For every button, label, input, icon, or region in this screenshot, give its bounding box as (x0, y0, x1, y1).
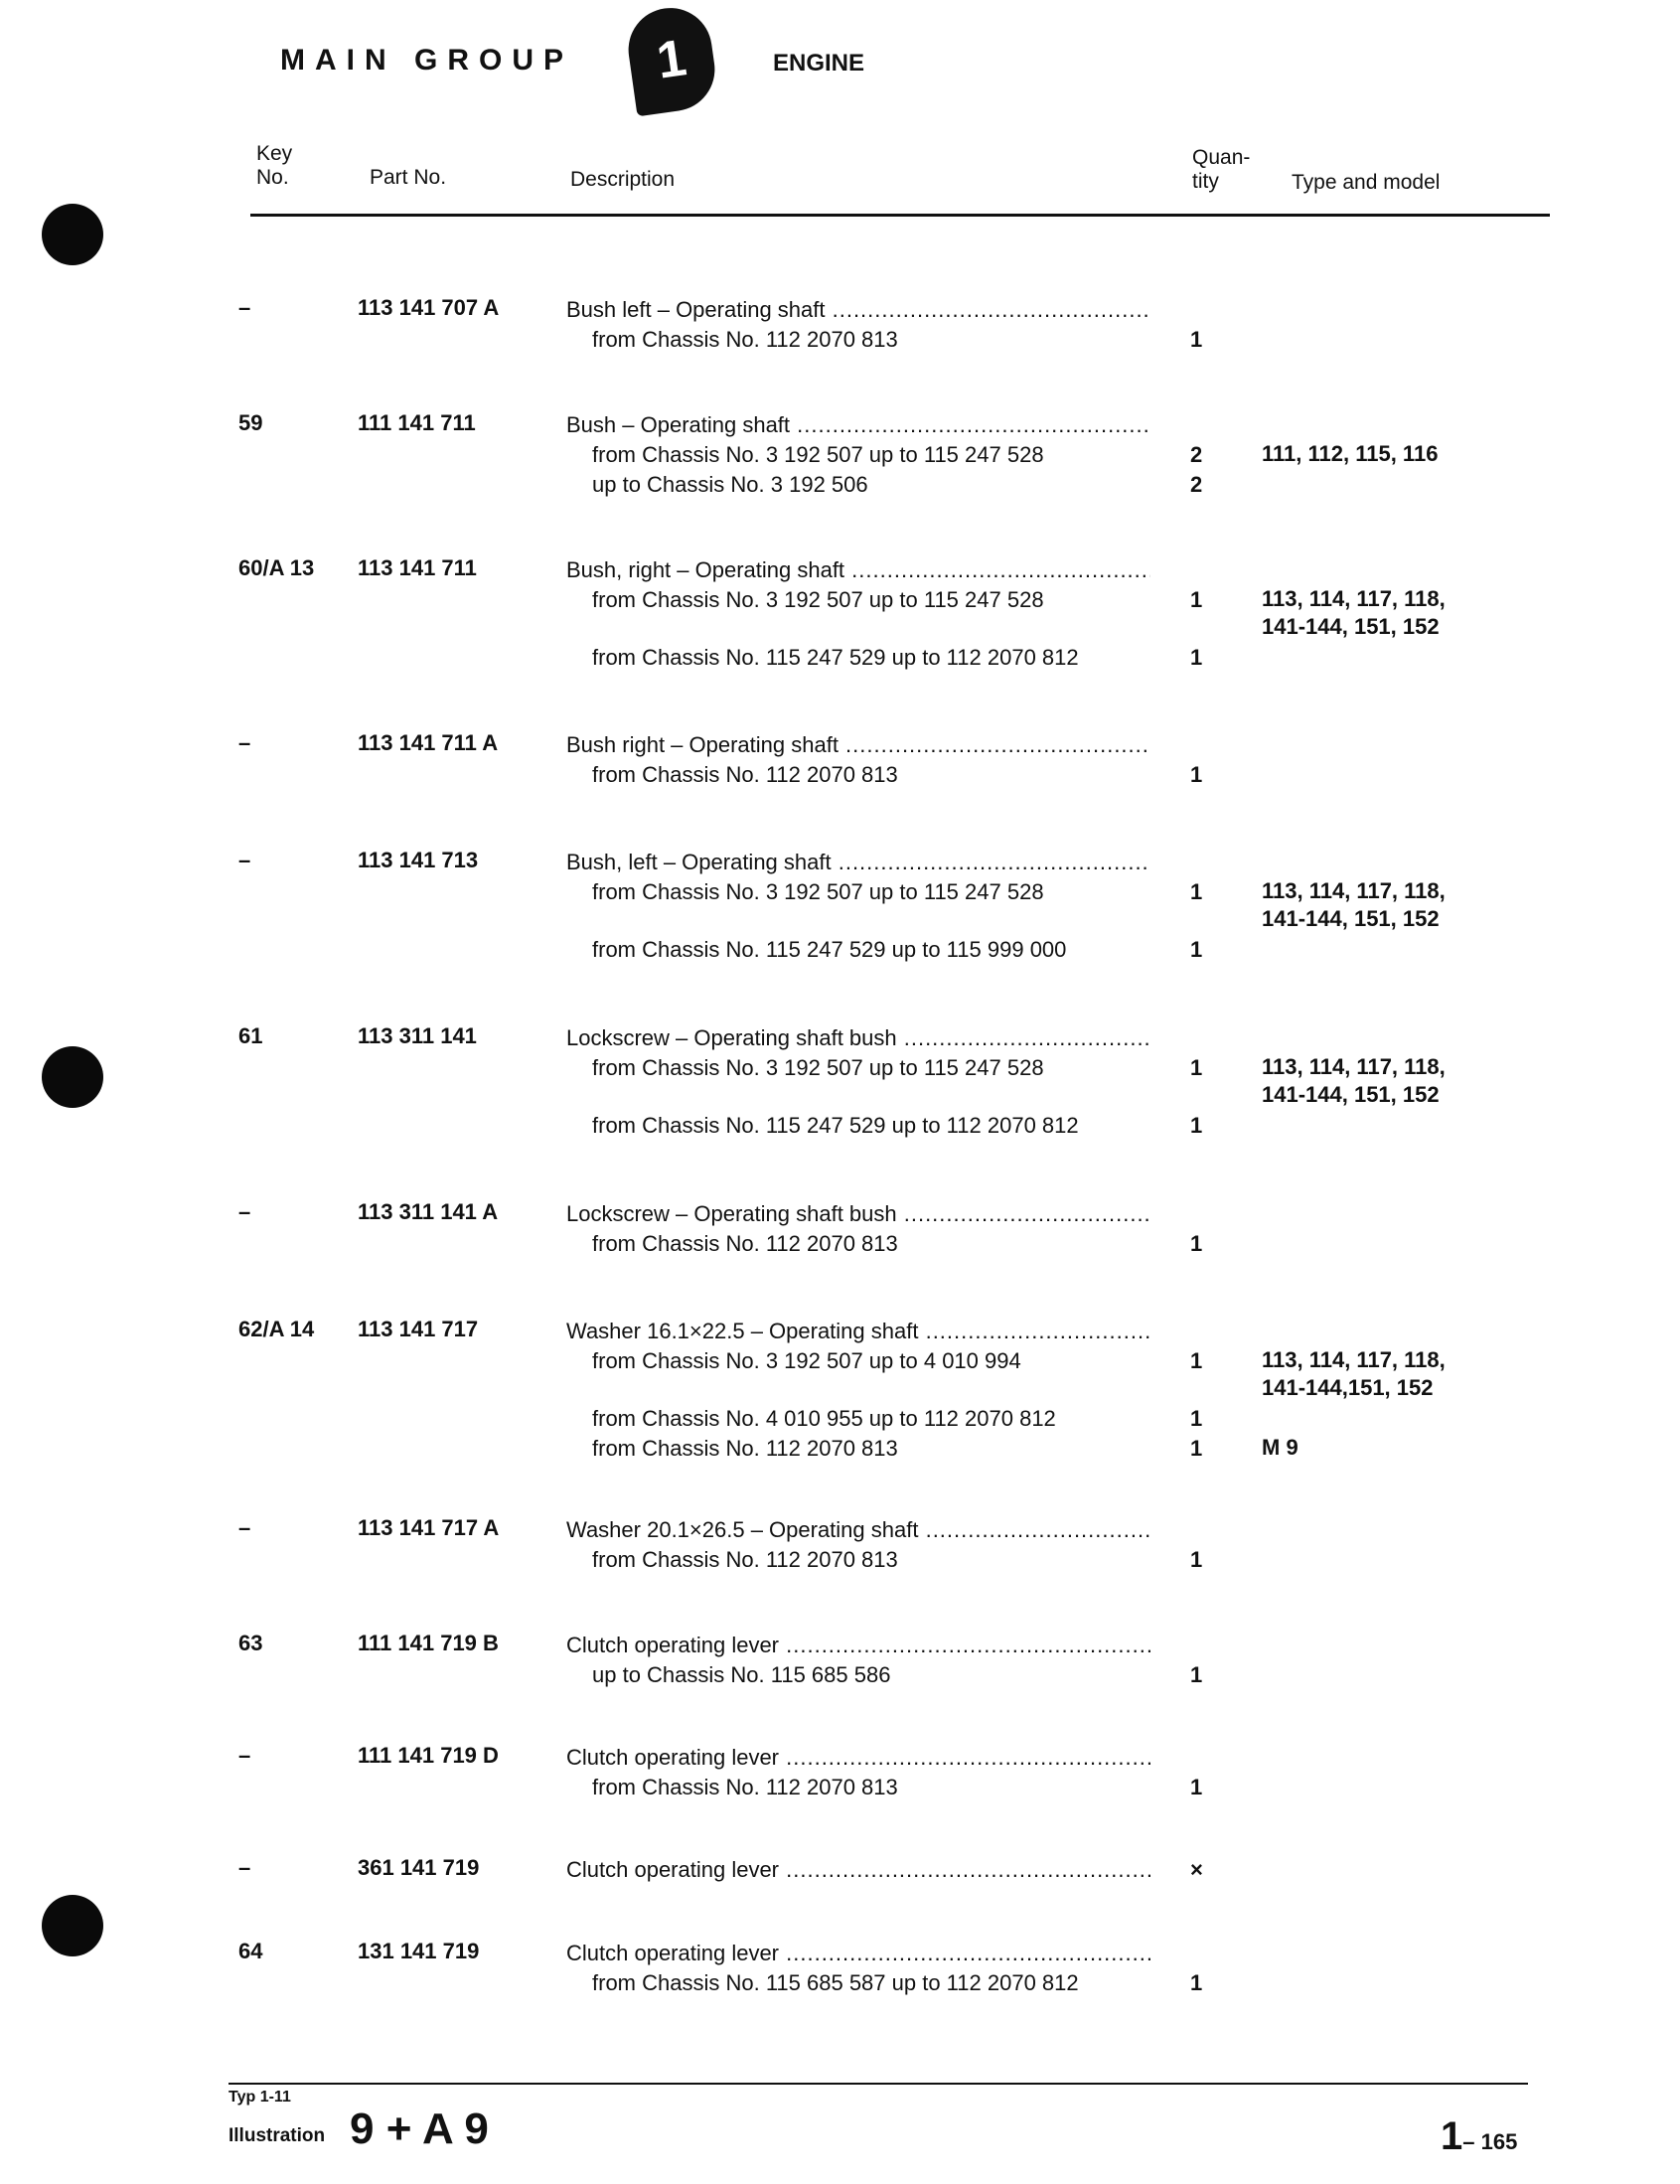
binder-hole-bottom (42, 1895, 103, 1956)
page-number-main: 1 (1441, 2114, 1463, 2158)
description-detail: from Chassis No. 112 2070 813 (592, 1547, 898, 1572)
description-title: Bush, left – Operating shaft ..... (566, 848, 1150, 877)
footer-rule (229, 2083, 1528, 2085)
key-number: – (238, 1743, 251, 1768)
key-number: 62/A 14 (238, 1317, 315, 1341)
type-model: 111, 112, 115, 116 (1262, 441, 1439, 466)
key-number: – (238, 1855, 251, 1880)
group-number: 1 (653, 29, 690, 90)
column-header-type-model: Type and model (1292, 171, 1441, 194)
description-title: Washer 16.1×22.5 – Operating shaft ..... (566, 1317, 1150, 1346)
page-number-sub: – 165 (1462, 2129, 1518, 2154)
description-title: Washer 20.1×26.5 – Operating shaft ..... (566, 1515, 1150, 1545)
page-number (1441, 2114, 1517, 2159)
part-number: 113 311 141 A (358, 1199, 499, 1224)
part-number: 111 141 719 D (358, 1743, 499, 1768)
quantity: 1 (1190, 1547, 1203, 1572)
part-number: 113 141 711 A (358, 730, 499, 755)
quantity: 1 (1190, 1231, 1203, 1256)
type-reference: Typ 1-11 (229, 2089, 291, 2106)
quantity: 1 (1190, 1406, 1203, 1431)
key-number: – (238, 1199, 251, 1224)
part-number: 361 141 719 (358, 1855, 480, 1880)
quantity: 2 (1190, 442, 1203, 467)
part-number: 131 141 719 (358, 1939, 480, 1963)
description-detail: from Chassis No. 115 247 529 up to 115 999 000 (592, 937, 1067, 962)
description-title: Clutch operating lever ..... (566, 1743, 1150, 1773)
key-number: 63 (238, 1631, 263, 1655)
part-number: 111 141 719 B (358, 1631, 499, 1655)
description-title: Bush – Operating shaft ..... (566, 410, 1150, 440)
type-model: 141-144, 151, 152 (1262, 614, 1440, 639)
description-detail: from Chassis No. 115 685 587 up to 112 2070 812 (592, 1970, 1079, 1995)
description-detail: from Chassis No. 3 192 507 up to 115 247 528 (592, 587, 1044, 612)
part-number: 113 141 717 A (358, 1515, 500, 1540)
quantity: 1 (1190, 879, 1203, 904)
key-number: – (238, 848, 251, 872)
description-detail: from Chassis No. 112 2070 813 (592, 327, 898, 352)
description-detail: from Chassis No. 4 010 955 up to 112 2070 812 (592, 1406, 1056, 1431)
type-model: 113, 114, 117, 118, (1262, 1347, 1446, 1372)
binder-hole-top (42, 204, 103, 265)
description-title: Clutch operating lever ..... (566, 1631, 1150, 1660)
part-number: 113 141 711 (358, 555, 477, 580)
quantity: 1 (1190, 1662, 1203, 1687)
description-title: Bush, right – Operating shaft ..... (566, 555, 1150, 585)
quantity: 1 (1190, 1113, 1203, 1138)
quantity: 1 (1190, 937, 1203, 962)
part-number: 113 141 707 A (358, 295, 500, 320)
quantity: 1 (1190, 1436, 1203, 1461)
description-detail: from Chassis No. 3 192 507 up to 4 010 994 (592, 1348, 1021, 1373)
column-header-part-no: Part No. (370, 166, 447, 189)
type-model: M 9 (1262, 1435, 1298, 1460)
description-title: Lockscrew – Operating shaft bush ..... (566, 1023, 1150, 1053)
description-detail: from Chassis No. 112 2070 813 (592, 1775, 898, 1799)
group-number-badge (623, 3, 720, 117)
type-model: 113, 114, 117, 118, (1262, 586, 1446, 611)
description-detail: from Chassis No. 3 192 507 up to 115 247 528 (592, 442, 1044, 467)
part-number: 113 141 713 (358, 848, 479, 872)
type-model: 141-144, 151, 152 (1262, 906, 1440, 931)
quantity: 1 (1190, 1055, 1203, 1080)
description-title: Bush right – Operating shaft ..... (566, 730, 1150, 760)
description-detail: up to Chassis No. 3 192 506 (592, 472, 868, 497)
quantity: 2 (1190, 472, 1203, 497)
type-model: 113, 114, 117, 118, (1262, 878, 1446, 903)
quantity: 1 (1190, 327, 1203, 352)
quantity: 1 (1190, 1775, 1203, 1799)
description-title: Bush left – Operating shaft ..... (566, 295, 1150, 325)
quantity: 1 (1190, 645, 1203, 670)
part-number: 113 141 717 (358, 1317, 479, 1341)
illustration-label: Illustration (229, 2125, 326, 2146)
quantity: × (1190, 1857, 1203, 1882)
description-detail: from Chassis No. 112 2070 813 (592, 762, 898, 787)
type-model: 141-144, 151, 152 (1262, 1082, 1440, 1107)
key-number: 64 (238, 1939, 263, 1963)
key-number: 59 (238, 410, 263, 435)
description-detail: from Chassis No. 112 2070 813 (592, 1231, 898, 1256)
column-header-key-no: Key No. (256, 142, 293, 189)
column-header-quantity: Quan- tity (1192, 146, 1251, 193)
description-detail: up to Chassis No. 115 685 586 (592, 1662, 891, 1687)
key-number: – (238, 295, 251, 320)
description-title: Clutch operating lever ..... (566, 1939, 1150, 1968)
description-detail: from Chassis No. 3 192 507 up to 115 247 528 (592, 879, 1044, 904)
type-model: 113, 114, 117, 118, (1262, 1054, 1446, 1079)
illustration-value: 9 + A 9 (350, 2105, 489, 2153)
binder-hole-middle (42, 1046, 103, 1108)
key-number: 60/A 13 (238, 555, 315, 580)
key-number: – (238, 730, 251, 755)
quantity: 1 (1190, 1348, 1203, 1373)
part-number: 113 311 141 (358, 1023, 477, 1048)
description-title: Clutch operating lever ..... (566, 1855, 1150, 1885)
description-detail: from Chassis No. 115 247 529 up to 112 2070 812 (592, 1113, 1079, 1138)
quantity: 1 (1190, 762, 1203, 787)
quantity: 1 (1190, 587, 1203, 612)
description-detail: from Chassis No. 115 247 529 up to 112 2070 812 (592, 645, 1079, 670)
type-model: 141-144,151, 152 (1262, 1375, 1434, 1400)
description-title: Lockscrew – Operating shaft bush ..... (566, 1199, 1150, 1229)
main-group-title: MAIN GROUP (280, 44, 573, 77)
column-header-description: Description (570, 168, 676, 191)
group-name: ENGINE (773, 50, 865, 77)
quantity: 1 (1190, 1970, 1203, 1995)
key-number: 61 (238, 1023, 263, 1048)
description-detail: from Chassis No. 112 2070 813 (592, 1436, 898, 1461)
description-detail: from Chassis No. 3 192 507 up to 115 247 528 (592, 1055, 1044, 1080)
header-rule (250, 214, 1550, 217)
key-number: – (238, 1515, 251, 1540)
part-number: 111 141 711 (358, 410, 476, 435)
